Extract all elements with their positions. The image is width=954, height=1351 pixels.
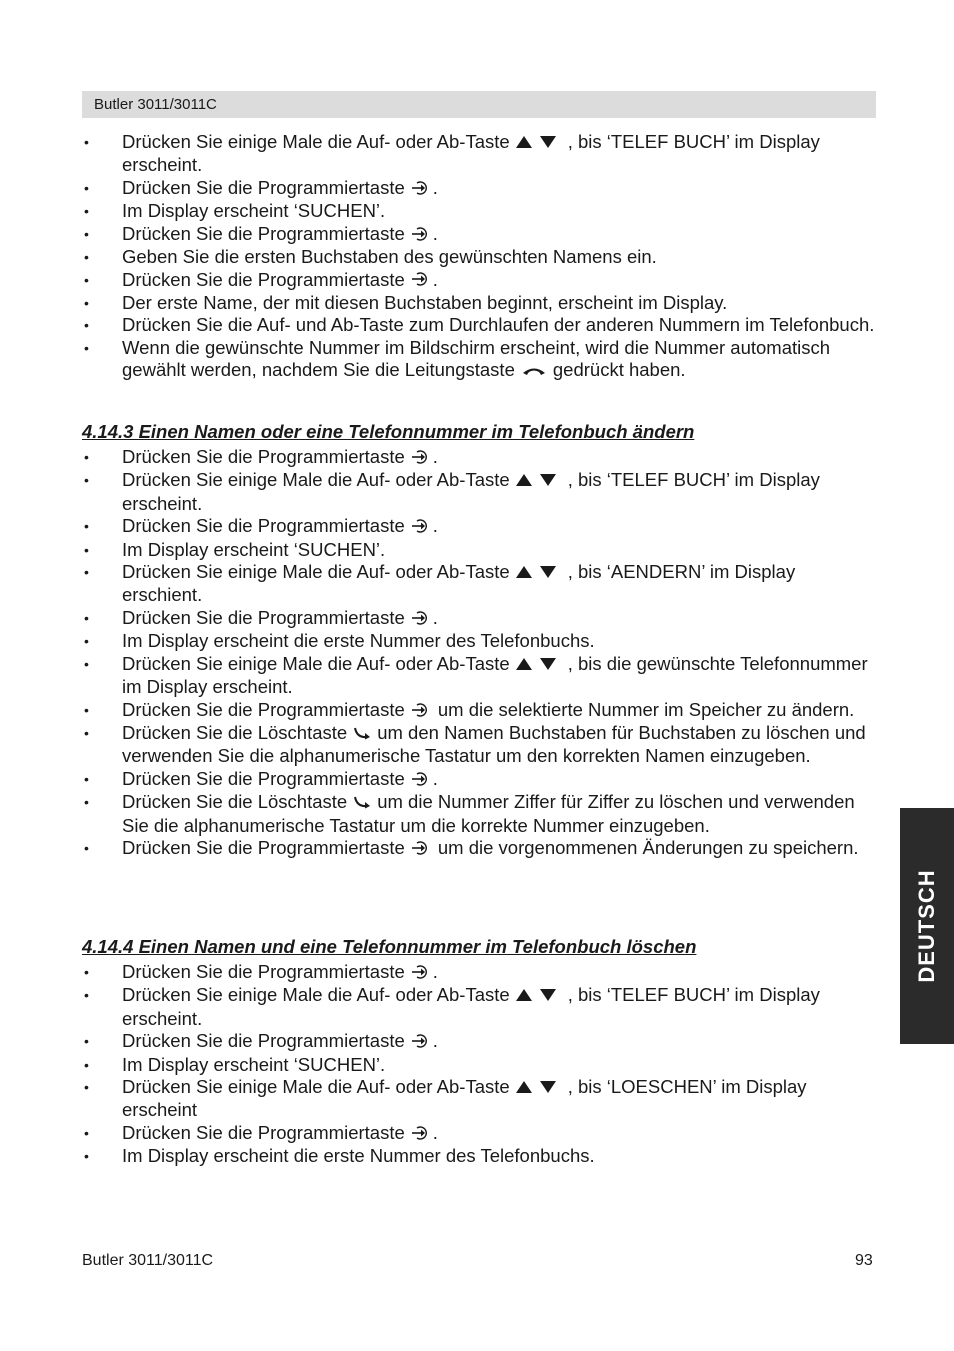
footer-title: Butler 3011/3011C [82,1252,214,1269]
up-down-arrows-icon [516,985,562,1008]
item-text: Drücken Sie die Programmiertaste [122,176,405,198]
language-tab-label: DEUTSCH [914,869,939,983]
item-text-continued: , bis ‘TELEF BUCH’ im Display erscheint. [122,984,820,1029]
item-text-continued: um die Nummer Ziffer für Ziffer zu löschen und verwenden Sie die alphanumerische Tastatur um die korrekte Nummer einzugeben. [122,791,855,836]
section-heading-4-14-4: 4.14.4 Einen Namen und eine Telefonnummer im Telefonbuch löschen [82,936,697,957]
bullet: • [84,770,89,787]
item-text-continued: . [432,176,438,198]
list-item [82,446,876,469]
item-text-continued: , bis ‘TELEF BUCH’ im Display erscheint. [122,469,820,514]
bullet: • [84,249,89,266]
item-text: Drücken Sie die Programmiertaste [122,767,405,789]
item-text-continued: . [432,515,438,537]
bullet: • [84,964,89,980]
item-text: Drücken Sie einige Male die Auf- oder Ab-Taste [122,1076,510,1098]
section-heading-4-14-3: 4.14.3 Einen Namen oder eine Telefonnummer im Telefonbuch ändern [82,421,695,442]
item-text: Drücken Sie die Programmiertaste [122,515,405,537]
up-down-arrows-icon [516,562,562,585]
section-2-list [82,446,876,860]
item-text: Wenn die gewünschte Nummer im Bildschirm erscheint, wird die Nummer automatisch gewählt werden, nachdem Sie die Leitungstaste [122,336,831,381]
program-key-icon [411,224,427,247]
item-text: Drücken Sie die Programmiertaste [122,837,405,859]
bullet: • [84,840,89,857]
item-text: Drücken Sie einige Male die Auf- oder Ab-Taste [122,131,510,152]
list-item [82,722,876,768]
bullet: • [84,449,89,465]
list-item [82,1076,876,1122]
bullet: • [84,1148,89,1165]
list-item [82,768,876,791]
item-text-continued: , bis ‘AENDERN’ im Display erschient. [122,561,796,606]
list-item [82,607,876,630]
list-item [82,1054,876,1077]
item-text: Im Display erscheint die erste Nummer des Telefonbuchs. [122,630,595,652]
list-item [82,1030,876,1053]
item-text-continued: , bis ‘TELEF BUCH’ im Display erscheint. [122,131,820,176]
list-item [82,314,876,337]
header-title: Butler 3011/3011C [94,96,217,113]
section-3-list [82,961,876,1168]
list-item [82,539,876,562]
list-item [82,177,876,200]
list-item [82,131,876,177]
list-item [82,984,876,1030]
list-item [82,223,876,246]
item-text: Drücken Sie die Auf- und Ab-Taste zum Durchlaufen der anderen Nummern im Telefonbuch. [122,314,875,336]
item-text-continued: , bis ‘LOESCHEN’ im Display erscheint [122,1076,807,1121]
list-item [82,791,876,837]
item-text-continued: . [432,606,438,628]
item-text-continued: , bis die gewünschte Telefonnummer im Display erscheint. [122,652,868,698]
list-item [82,561,876,607]
list-item [82,1145,876,1168]
list-item [82,246,876,269]
item-text: Drücken Sie die Programmiertaste [122,961,405,982]
item-text: Drücken Sie die Programmiertaste [122,268,405,290]
item-text: Geben Sie die ersten Buchstaben des gewünschten Namens ein. [122,246,657,268]
bullet: • [84,987,89,1004]
item-text-continued: . [432,1030,438,1052]
list-item [82,269,876,292]
bullet: • [84,609,89,626]
bullet: • [84,564,89,581]
item-text-continued: . [432,1121,438,1143]
program-key-icon [411,962,427,985]
bullet: • [84,472,89,489]
item-text: Im Display erscheint die erste Nummer des Telefonbuchs. [122,1145,595,1167]
item-text: Drücken Sie die Programmiertaste [122,698,405,720]
list-item [82,337,876,383]
delete-key-icon [353,792,371,815]
up-down-arrows-icon [516,654,562,677]
bullet: • [84,701,89,718]
program-key-icon [411,1031,427,1054]
up-down-arrows-icon [516,470,562,493]
program-key-icon [411,769,427,792]
item-text: Drücken Sie die Programmiertaste [122,1121,405,1143]
item-text: Der erste Name, der mit diesen Buchstaben beginnt, erscheint im Display. [122,291,728,313]
list-item [82,653,876,699]
item-text-continued: . [432,222,438,244]
item-text: Im Display erscheint ‘SUCHEN’. [122,200,386,222]
bullet: • [84,1056,89,1073]
item-text: Drücken Sie die Löschtaste [122,791,348,813]
list-item [82,699,876,722]
bullet: • [84,794,89,811]
item-text: Drücken Sie die Programmiertaste [122,446,405,467]
list-item [82,630,876,653]
bullet: • [84,271,89,288]
item-text-continued: . [432,446,438,467]
program-key-icon [411,447,427,470]
bullet: • [84,1033,89,1050]
list-item [82,200,876,223]
program-key-icon [411,269,427,292]
bullet: • [84,541,89,558]
section-1-list [82,131,876,383]
item-text-continued: um die vorgenommenen Änderungen zu speichern. [432,837,859,859]
bullet: • [84,633,89,650]
bullet: • [84,1079,89,1096]
item-text: Drücken Sie die Löschtaste [122,722,348,744]
item-text-continued: . [432,767,438,789]
up-down-arrows-icon [516,1077,562,1100]
item-text-continued: um den Namen Buchstaben für Buchstaben zu löschen und verwenden Sie die alphanumerische Tastatur um den korrekten Namen einzugeben. [122,722,866,767]
item-text: Drücken Sie die Programmiertaste [122,606,405,628]
item-text: Drücken Sie einige Male die Auf- oder Ab-Taste [122,984,510,1006]
item-text-continued: um die selektierte Nummer im Speicher zu ändern. [432,698,855,720]
list-item [82,515,876,538]
list-item [82,961,876,984]
line-key-handset-icon [521,360,547,383]
bullet: • [84,518,89,535]
item-text: Drücken Sie die Programmiertaste [122,1030,405,1052]
page-number: 93 [855,1252,873,1269]
bullet: • [84,203,89,220]
item-text: Drücken Sie einige Male die Auf- oder Ab-Taste [122,469,510,491]
item-text-continued: . [432,268,438,290]
header-bar [82,91,876,118]
item-text: Drücken Sie einige Male die Auf- oder Ab-Taste [122,561,510,583]
bullet: • [84,134,89,150]
program-key-icon [411,700,427,723]
up-down-arrows-icon [516,132,562,155]
bullet: • [84,179,89,196]
program-key-icon [411,178,427,201]
bullet: • [84,339,89,356]
item-text: Drücken Sie einige Male die Auf- oder Ab-Taste [122,652,510,674]
item-text: Drücken Sie die Programmiertaste [122,222,405,244]
list-item [82,469,876,515]
bullet: • [84,317,89,334]
list-item [82,1122,876,1145]
item-text-continued: gedrückt haben. [552,359,686,381]
bullet: • [84,725,89,742]
bullet: • [84,225,89,242]
program-key-icon [411,838,427,861]
language-tab [900,808,954,1044]
list-item [82,837,876,860]
bullet: • [84,294,89,311]
program-key-icon [411,516,427,539]
item-text-continued: . [432,961,438,982]
delete-key-icon [353,723,371,746]
program-key-icon [411,608,427,631]
list-item [82,292,876,315]
item-text: Im Display erscheint ‘SUCHEN’. [122,538,386,560]
bullet: • [84,655,89,672]
item-text: Im Display erscheint ‘SUCHEN’. [122,1053,386,1075]
bullet: • [84,1124,89,1141]
program-key-icon [411,1123,427,1146]
